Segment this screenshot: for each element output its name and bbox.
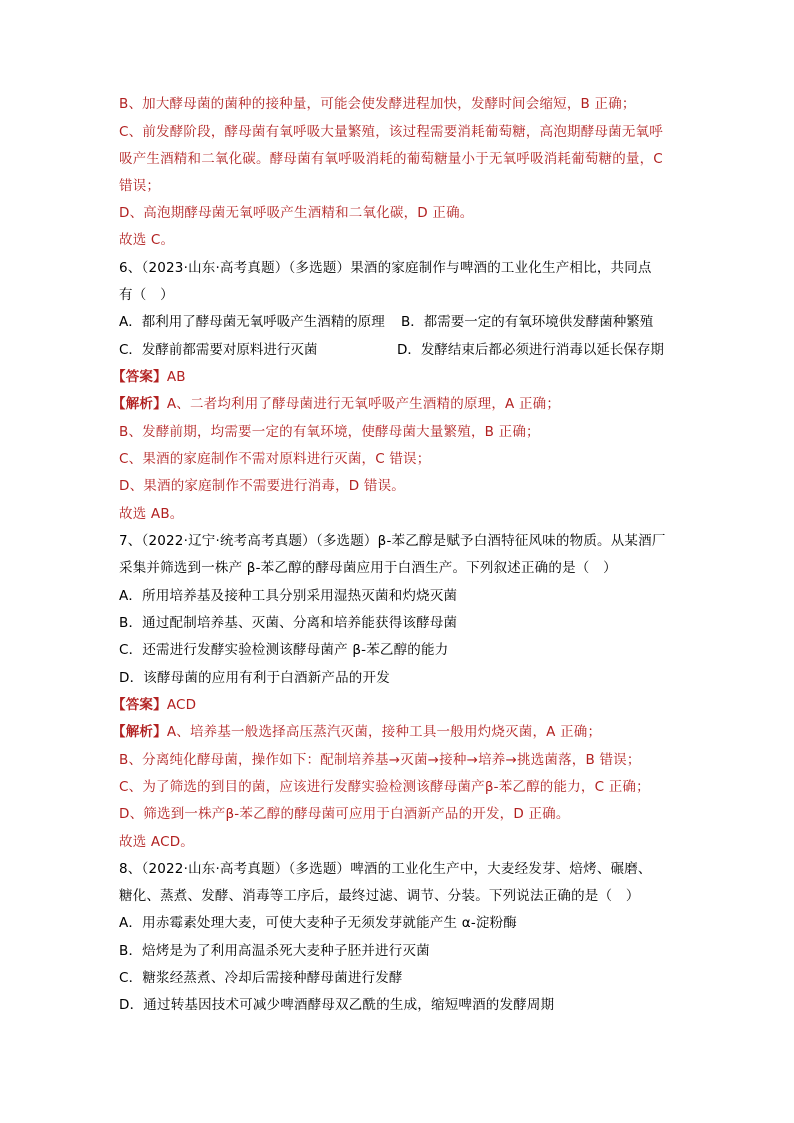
analysis-line: C、前发酵阶段，酵母菌有氧呼吸大量繁殖，该过程需要消耗葡萄糖，高泡期酵母菌无氧呼 [119, 124, 663, 140]
answer-line [112, 697, 672, 713]
question-7-stem: 7、（2022·辽宁·统考高考真题）（多选题）β-苯乙醇是赋予白酒特征风味的物质。从某酒厂 [119, 533, 666, 549]
analysis-tag: 【解析】 [112, 724, 167, 740]
answer-tag: 【答案】 [112, 697, 167, 713]
option-a: A．用赤霉素处理大麦，可使大麦种子无须发芽就能产生 α-淀粉酶 [119, 915, 517, 931]
question-8-stem: 8、（2022·山东·高考真题）（多选题）啤酒的工业化生产中，大麦经发芽、焙烤、碾磨、 [119, 861, 652, 877]
answer-value: ACD [166, 697, 197, 713]
analysis-tag: 【解析】 [112, 396, 167, 412]
analysis-line: 故选 ACD。 [119, 834, 195, 850]
option-b: B．通过配制培养基、灭菌、分离和培养能获得该酵母菌 [119, 615, 458, 631]
analysis-header-line [112, 724, 672, 740]
analysis-line: D、高泡期酵母菌无氧呼吸产生酒精和二氧化碳，D 正确。 [119, 205, 474, 221]
analysis-text: A、二者均利用了酵母菌进行无氧呼吸产生酒精的原理，A 正确； [166, 396, 561, 412]
analysis-line: 吸产生酒精和二氧化碳。酵母菌有氧呼吸消耗的葡萄糖量小于无氧呼吸消耗葡萄糖的量，C [119, 151, 663, 167]
option-b: B．都需要一定的有氧环境供发酵菌种繁殖 [401, 314, 654, 330]
analysis-line: B、分离纯化酵母菌，操作如下：配制培养基→灭菌→接种→培养→挑选菌落，B 错误； [119, 752, 641, 768]
analysis-text: A、培养基一般选择高压蒸汽灭菌，接种工具一般用灼烧灭菌，A 正确； [166, 724, 602, 740]
answer-line [112, 369, 672, 385]
option-c: C．还需进行发酵实验检测该酵母菌产 β-苯乙醇的能力 [119, 642, 449, 658]
option-d: D．该酵母菌的应用有利于白酒新产品的开发 [119, 670, 390, 686]
analysis-line: 错误； [119, 178, 161, 194]
analysis-line: 故选 AB。 [119, 506, 184, 522]
analysis-line: C、为了筛选的到目的菌，应该进行发酵实验检测该酵母菌产β-苯乙醇的能力，C 正确； [119, 779, 650, 795]
analysis-line: B、加大酵母菌的菌种的接种量，可能会使发酵进程加快，发酵时间会缩短，B 正确； [119, 96, 636, 112]
analysis-line: C、果酒的家庭制作不需对原料进行灭菌，C 错误； [119, 451, 431, 467]
analysis-line: B、发酵前期，均需要一定的有氧环境，使酵母菌大量繁殖，B 正确； [119, 424, 540, 440]
analysis-line: D、筛选到一株产β-苯乙醇的酵母菌可应用于白酒新产品的开发，D 正确。 [119, 806, 570, 822]
analysis-line: 故选 C。 [119, 232, 175, 248]
option-a: A．都利用了酵母菌无氧呼吸产生酒精的原理 [119, 314, 385, 330]
answer-value: AB [166, 369, 186, 385]
analysis-line: D、果酒的家庭制作不需要进行消毒，D 错误。 [119, 478, 405, 494]
option-d: D．通过转基因技术可减少啤酒酵母双乙酰的生成，缩短啤酒的发酵周期 [119, 997, 555, 1013]
option-c: C．糖浆经蒸煮、冷却后需接种酵母菌进行发酵 [119, 970, 403, 986]
question-6-stem: 有（ ） [119, 287, 174, 303]
option-d: D．发酵结束后都必须进行消毒以延长保存期 [397, 342, 664, 358]
question-8-stem: 糖化、蒸煮、发酵、消毒等工序后，最终过滤、调节、分装。下列说法正确的是（ ） [119, 888, 640, 904]
option-c: C．发酵前都需要对原料进行灭菌 [119, 342, 318, 358]
option-b: B．焙烤是为了利用高温杀死大麦种子胚并进行灭菌 [119, 943, 430, 959]
question-7-stem: 采集并筛选到一株产 β-苯乙醇的酵母菌应用于白酒生产。下列叙述正确的是（ ） [119, 560, 617, 576]
option-a: A．所用培养基及接种工具分别采用湿热灭菌和灼烧灭菌 [119, 588, 458, 604]
answer-tag: 【答案】 [112, 369, 167, 385]
analysis-header-line [112, 396, 672, 412]
question-6-stem: 6、（2023·山东·高考真题）（多选题）果酒的家庭制作与啤酒的工业化生产相比，共同点 [119, 260, 652, 276]
